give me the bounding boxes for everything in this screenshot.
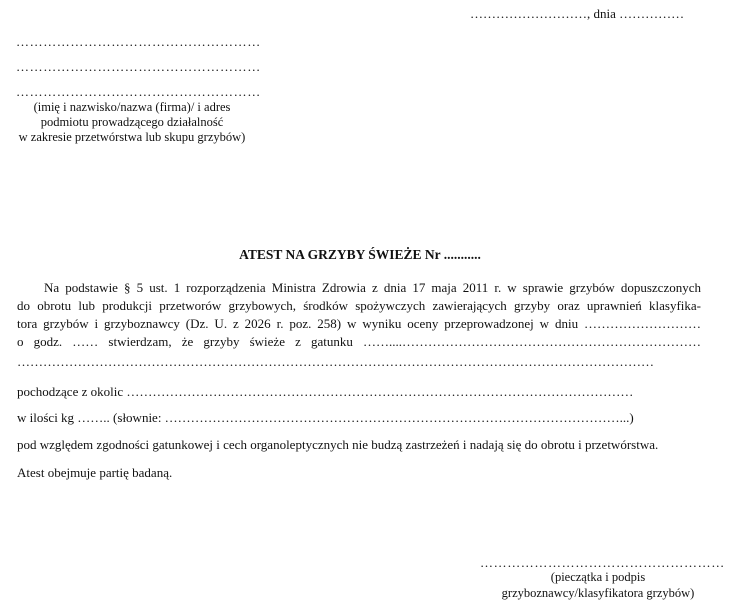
signature-caption [486,569,710,601]
paragraph-line-1: Na podstawie § 5 ust. 1 rozporządzenia Ministra Zdrowia z dnia 17 maja 2011 r. w sprawie grzybów dopuszczonych [44,280,701,295]
address-line-1: ……………………………………………… [16,34,261,49]
main-paragraph [17,279,701,351]
paragraph-line-2: do obrotu lub produkcji przetworów grzybowych, środków spożywczych zawierających grzyby oraz uprawnień klasyfika- [17,298,701,313]
origin-line: pochodzące z okolic ……………………………………………………………………………………………………… [17,384,634,399]
document-title: ATEST NA GRZYBY ŚWIEŻE Nr ........... [239,247,481,262]
signature-caption-line-1: (pieczątka i podpis [550,570,646,584]
address-caption-line-3: w zakresie przetwórstwa lub skupu grzybów) [18,130,246,144]
address-caption-line-2: podmiotu prowadzącego działalność [40,115,224,129]
quantity-line: w ilości kg …….. (słownie: ……………………………………………………………………………………………...) [17,410,634,425]
address-line-3: ……………………………………………… [16,84,261,99]
species-continuation-line: ………………………………………………………………………………………………………………………………… [17,354,654,369]
address-line-2: ……………………………………………… [16,59,261,74]
paragraph-line-3: tora grzybów i grzyboznawcy (Dz. U. z 2026 r. poz. 258) w wyniku oceny przeprowadzonej w dniu ……………………… [17,316,701,331]
signature-line: ……………………………………………… [480,555,725,570]
conformity-statement: pod względem zgodności gatunkowej i cech organoleptycznych nie budzą zastrzeżeń i nadają się do obrotu i przetwórstwa. [17,437,659,452]
address-caption [14,100,250,145]
signature-caption-line-2: grzyboznawcy/klasyfikatora grzybów) [501,586,695,600]
place-date-field: ………………………, dnia …………… [470,6,685,21]
address-caption-line-1: (imię i nazwisko/nazwa (firma)/ i adres [33,100,231,114]
paragraph-line-4: o godz. …… stwierdzam, że grzyby świeże z gatunku ……....…………………………………………………………… [17,334,701,349]
scope-statement: Atest obejmuje partię badaną. [17,465,173,480]
